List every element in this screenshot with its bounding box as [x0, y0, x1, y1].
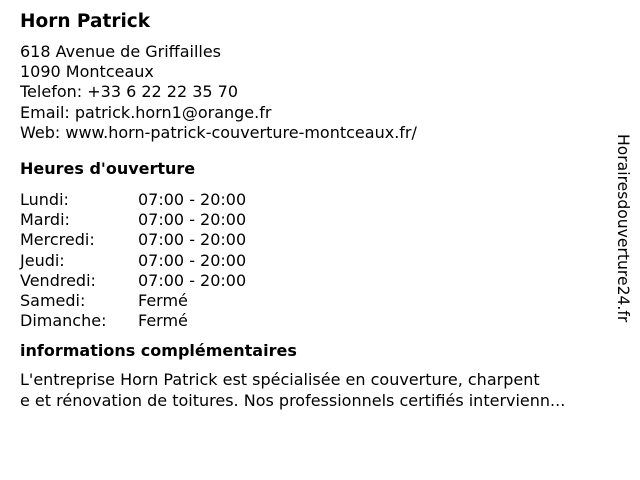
hours-row-tuesday: [20, 210, 610, 230]
day-label: Dimanche:: [20, 311, 107, 331]
day-label: Jeudi:: [20, 250, 65, 270]
info-line: e et rénovation de toitures. Nos professionnels certifiés intervienn...: [20, 390, 566, 410]
email-address: Email: patrick.horn1@orange.fr: [20, 102, 272, 122]
hours-row-thursday: [20, 251, 610, 271]
day-label: Mercredi:: [20, 230, 95, 250]
business-name: Horn Patrick: [20, 11, 151, 32]
day-label: Mardi:: [20, 210, 70, 230]
day-hours: Fermé: [138, 311, 188, 331]
day-hours: 07:00 - 20:00: [138, 210, 247, 230]
phone-number: Telefon: +33 6 22 22 35 70: [20, 82, 239, 102]
contact-block: [20, 42, 610, 143]
info-description: [20, 370, 620, 410]
brand-watermark: [611, 134, 635, 370]
hours-row-monday: [20, 190, 610, 210]
day-label: Lundi:: [20, 190, 69, 210]
day-label: Vendredi:: [20, 270, 96, 290]
hours-heading: Heures d'ouverture: [20, 159, 196, 179]
day-label: Samedi:: [20, 291, 86, 311]
day-hours: Fermé: [138, 291, 188, 311]
info-heading: informations complémentaires: [20, 341, 297, 361]
hours-row-wednesday: [20, 230, 610, 250]
hours-table: [20, 190, 610, 331]
hours-row-sunday: [20, 311, 610, 331]
day-hours: 07:00 - 20:00: [138, 270, 247, 290]
address-street: 618 Avenue de Griffailles: [20, 42, 222, 61]
day-hours: 07:00 - 20:00: [138, 190, 247, 210]
info-line: L'entreprise Horn Patrick est spécialisée en couverture, charpent: [20, 370, 540, 390]
day-hours: 07:00 - 20:00: [138, 250, 247, 270]
address-city: 1090 Montceaux: [20, 62, 154, 82]
website-url: Web: www.horn-patrick-couverture-montceaux.fr/: [20, 122, 417, 142]
business-card: [20, 9, 610, 411]
hours-row-friday: [20, 271, 610, 291]
hours-row-saturday: [20, 291, 610, 311]
brand-watermark-text: Horairesdouverture24.fr: [614, 134, 632, 323]
day-hours: 07:00 - 20:00: [138, 230, 247, 250]
